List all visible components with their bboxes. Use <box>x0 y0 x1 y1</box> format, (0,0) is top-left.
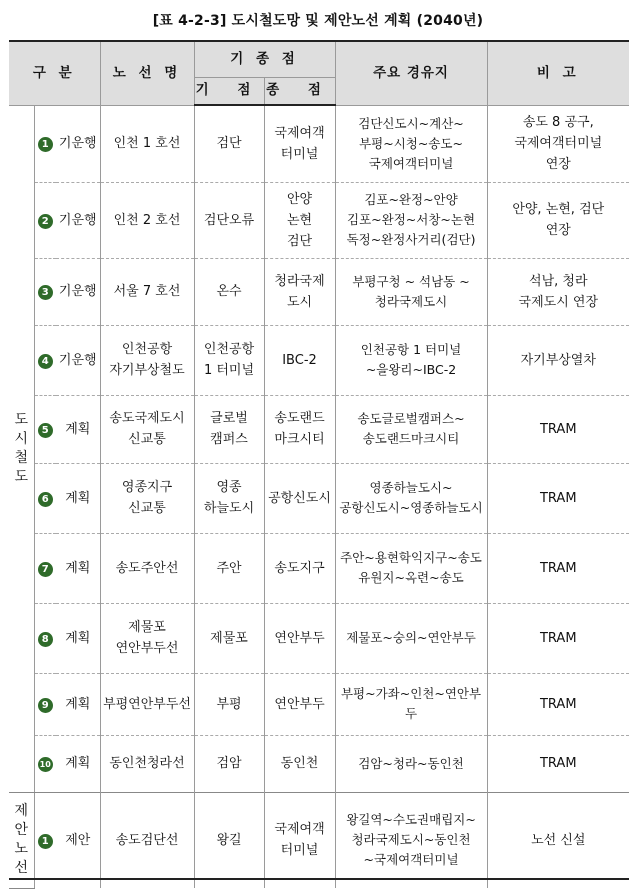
start-station-cell: 왕길 <box>194 792 264 888</box>
line-name-cell: 제물포 연안부두선 <box>100 603 194 673</box>
via-stations-cell: 제물포~숭의~연안부두 <box>335 603 487 673</box>
via-stations-cell: 주안~용현학익지구~송도 유원지~옥련~송도 <box>335 533 487 603</box>
number-circle-icon: 6 <box>38 492 53 507</box>
via-stations-cell: 왕길역~수도권매립지~ 청라국제도시~동인천 ~국제여객터미널 <box>335 792 487 888</box>
row-number-badge <box>34 325 56 395</box>
line-name-cell: 동인천청라선 <box>100 735 194 792</box>
note-cell: 안양, 논현, 검단 연장 <box>487 182 629 258</box>
note-cell: TRAM <box>487 673 629 735</box>
via-stations-cell: 검암~청라~동인천 <box>335 735 487 792</box>
note-cell: TRAM <box>487 735 629 792</box>
via-stations-cell: 김포~완정~안양 김포~완정~서창~논현 독정~완정사거리(검단) <box>335 182 487 258</box>
header-note: 비 고 <box>487 41 629 105</box>
via-stations-cell: 검단신도시~계산~ 부평~시청~송도~ 국제여객터미널 <box>335 105 487 182</box>
status-cell: 기운행 <box>56 325 100 395</box>
table-row <box>9 673 629 735</box>
number-circle-icon: 3 <box>38 285 53 300</box>
line-name-cell: 영종지구 신교통 <box>100 463 194 533</box>
start-station-cell: 영종 하늘도시 <box>194 463 264 533</box>
line-name-cell: 송도검단선 <box>100 792 194 888</box>
group-label: 도 시 철 도 <box>9 105 34 792</box>
header-via: 주요 경유지 <box>335 41 487 105</box>
end-station-cell: 안양 논현 검단 <box>264 182 335 258</box>
line-name-cell: 인천 1 호선 <box>100 105 194 182</box>
line-name-cell: 인천 2 호선 <box>100 182 194 258</box>
via-stations-cell: 인천공항 1 터미널 ~을왕리~IBC-2 <box>335 325 487 395</box>
note-cell: TRAM <box>487 463 629 533</box>
row-number-badge <box>34 603 56 673</box>
note-cell: 노선 신설 <box>487 792 629 888</box>
start-station-cell: 주안 <box>194 533 264 603</box>
row-number-badge <box>34 258 56 325</box>
status-cell: 기운행 <box>56 105 100 182</box>
note-cell: 송도 8 공구, 국제여객터미널 연장 <box>487 105 629 182</box>
end-station-cell: 국제여객 터미널 <box>264 792 335 888</box>
note-cell: TRAM <box>487 395 629 463</box>
status-cell: 계획 <box>56 603 100 673</box>
status-cell: 기운행 <box>56 258 100 325</box>
number-circle-icon: 4 <box>38 354 53 369</box>
group-label: 제 안 노 선 <box>9 792 34 888</box>
end-station-cell: 국제여객 터미널 <box>264 105 335 182</box>
note-cell: TRAM <box>487 603 629 673</box>
start-station-cell: 제물포 <box>194 603 264 673</box>
start-station-cell: 글로벌 캠퍼스 <box>194 395 264 463</box>
number-circle-icon: 9 <box>38 698 53 713</box>
table-row <box>9 395 629 463</box>
railway-plan-table <box>9 40 629 889</box>
status-cell: 계획 <box>56 533 100 603</box>
start-station-cell: 검단오류 <box>194 182 264 258</box>
header-line-name: 노 선 명 <box>100 41 194 105</box>
table-row <box>9 105 629 182</box>
via-stations-cell: 영종하늘도시~ 공항신도시~영종하늘도시 <box>335 463 487 533</box>
start-station-cell: 검단 <box>194 105 264 182</box>
row-number-badge <box>34 792 56 888</box>
header-end: 종 점 <box>264 77 335 105</box>
table-row <box>9 603 629 673</box>
end-station-cell: 연안부두 <box>264 673 335 735</box>
status-cell: 계획 <box>56 673 100 735</box>
header-start: 기 점 <box>194 77 264 105</box>
number-circle-icon: 5 <box>38 423 53 438</box>
table-body <box>9 105 629 888</box>
table-row <box>9 182 629 258</box>
end-station-cell: 송도랜드 마크시티 <box>264 395 335 463</box>
table-row <box>9 792 629 888</box>
status-cell: 기운행 <box>56 182 100 258</box>
via-stations-cell: 송도글로벌캠퍼스~ 송도랜드마크시티 <box>335 395 487 463</box>
line-name-cell: 서울 7 호선 <box>100 258 194 325</box>
row-number-badge <box>34 735 56 792</box>
table-row <box>9 735 629 792</box>
row-number-badge <box>34 395 56 463</box>
line-name-cell: 송도국제도시 신교통 <box>100 395 194 463</box>
end-station-cell: 공항신도시 <box>264 463 335 533</box>
via-stations-cell: 부평~가좌~인천~연안부두 <box>335 673 487 735</box>
number-circle-icon: 8 <box>38 632 53 647</box>
header-category: 구 분 <box>9 41 100 105</box>
status-cell: 계획 <box>56 395 100 463</box>
number-circle-icon: 10 <box>38 757 53 772</box>
note-cell: 자기부상열차 <box>487 325 629 395</box>
via-stations-cell: 부평구청 ~ 석남동 ~ 청라국제도시 <box>335 258 487 325</box>
row-number-badge <box>34 463 56 533</box>
line-name-cell: 부평연안부두선 <box>100 673 194 735</box>
number-circle-icon: 7 <box>38 562 53 577</box>
row-number-badge <box>34 105 56 182</box>
start-station-cell: 부평 <box>194 673 264 735</box>
row-number-badge <box>34 182 56 258</box>
status-cell: 계획 <box>56 463 100 533</box>
number-circle-icon: 1 <box>38 834 53 849</box>
table-title: [표 4-2-3] 도시철도망 및 제안노선 계획 (2040년) <box>152 13 484 29</box>
table-row <box>9 463 629 533</box>
row-number-badge <box>34 533 56 603</box>
end-station-cell: 송도지구 <box>264 533 335 603</box>
start-station-cell: 검암 <box>194 735 264 792</box>
end-station-cell: IBC-2 <box>264 325 335 395</box>
number-circle-icon: 1 <box>38 137 53 152</box>
row-number-badge <box>34 673 56 735</box>
note-cell: TRAM <box>487 533 629 603</box>
line-name-cell: 송도주안선 <box>100 533 194 603</box>
start-station-cell: 인천공항 1 터미널 <box>194 325 264 395</box>
status-cell: 계획 <box>56 735 100 792</box>
end-station-cell: 연안부두 <box>264 603 335 673</box>
end-station-cell: 동인천 <box>264 735 335 792</box>
status-cell: 제안 <box>56 792 100 888</box>
table-row <box>9 325 629 395</box>
start-station-cell: 온수 <box>194 258 264 325</box>
line-name-cell: 인천공항 자기부상철도 <box>100 325 194 395</box>
note-cell: 석남, 청라 국제도시 연장 <box>487 258 629 325</box>
table-row <box>9 258 629 325</box>
header-endpoints: 기 종 점 <box>194 41 335 77</box>
number-circle-icon: 2 <box>38 214 53 229</box>
table-row <box>9 533 629 603</box>
end-station-cell: 청라국제 도시 <box>264 258 335 325</box>
